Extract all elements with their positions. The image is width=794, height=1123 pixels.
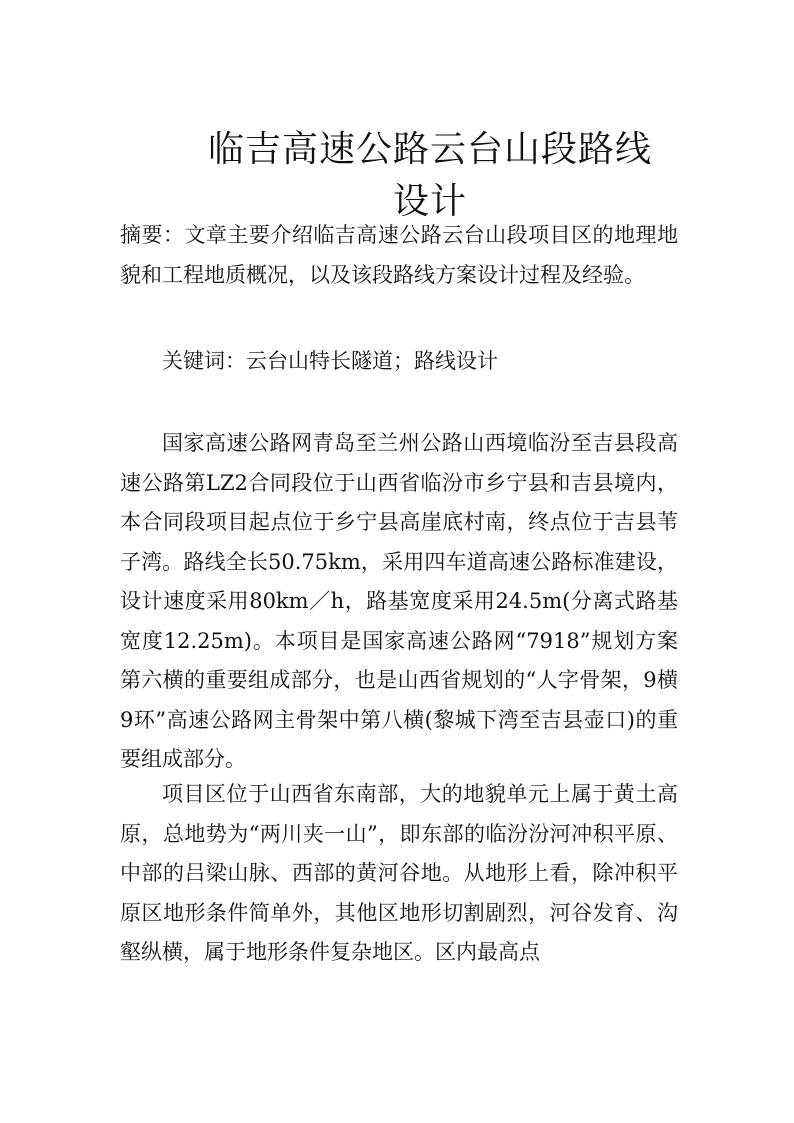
- keywords-line: 关键词：云台山特长隧道；路线设计: [162, 349, 498, 373]
- abstract-paragraph: 摘要：文章主要介绍临吉高速公路云台山段项目区的地理地貌和工程地质概况，以及该段路线方案设计过程及经验。: [120, 223, 678, 287]
- body-paragraph-1: 国家高速公路网青岛至兰州公路山西境临汾至吉县段高速公路第LZ2合同段位于山西省临汾市乡宁县和吉县境内，本合同段项目起点位于乡宁县高崖底村南，终点位于吉县苇子湾。路线全长50.75km，采用四车道高速公路标准建设，设计速度采用80km／h，路基宽度采用24.5m(分离式路基宽度12.25m)。本项目是国家高速公路网“7918”规划方案第六横的重要组成部分，也是山西省规划的“人字骨架，9横9环”高速公路网主骨架中第八横(黎城下湾至吉县壶口)的重要组成部分。: [120, 431, 678, 771]
- title-line-1: 临吉高速公路云台山段路线: [207, 129, 652, 171]
- title-line-2: 设计: [392, 181, 467, 223]
- document-title: [160, 124, 700, 228]
- body-paragraph-2: 项目区位于山西省东南部，大的地貌单元上属于黄土高原，总地势为“两川夹一山”，即东部的临汾汾河冲积平原、中部的吕梁山脉、西部的黄河谷地。从地形上看，除冲积平原区地形条件简单外，其他区地形切割剧烈，河谷发育、沟壑纵横，属于地形条件复杂地区。区内最高点: [120, 782, 678, 964]
